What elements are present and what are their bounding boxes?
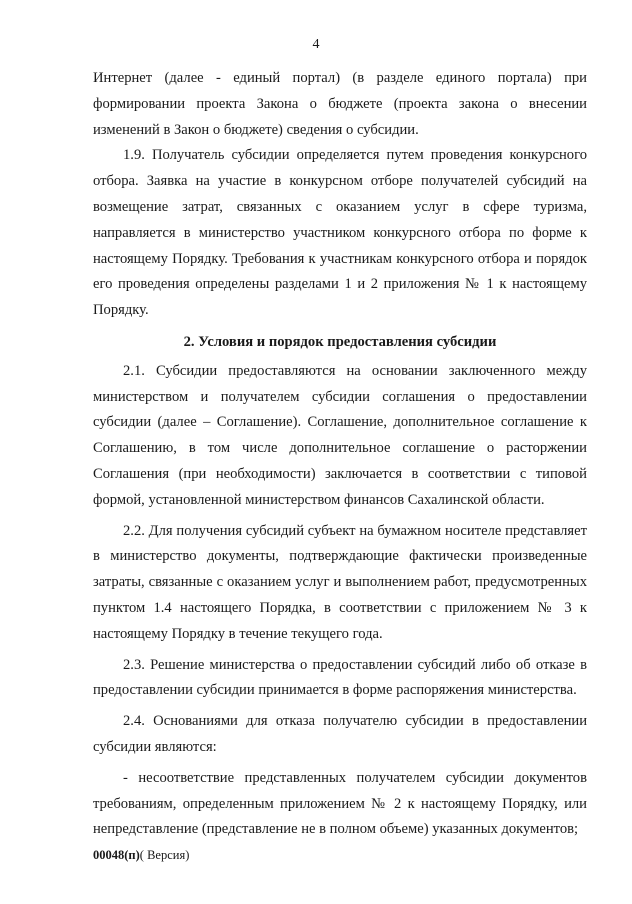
paragraph-2-1: 2.1. Субсидии предоставляются на основании заключенного между министерством и получателем субсидии соглашения о предоставлении субсидии (далее – Соглашение). Соглашение, дополнительное соглашение к Соглашению, в том числе дополнительное соглашение о расторжении Соглашения (при необходимости) заключается в соответствии с типовой формой, установленной министерством финансов Сахалинской области. <box>93 362 587 508</box>
paragraph-2-4: 2.4. Основаниями для отказа получателю субсидии в предоставлении субсидии являются: <box>93 713 587 755</box>
document-body <box>93 66 587 843</box>
footer <box>93 848 189 863</box>
section-heading: 2. Условия и порядок предоставления субсидии <box>183 333 497 350</box>
paragraph-2-4-item: - несоответствие представленных получателем субсидии документов требованиям, определенным приложением № 2 к настоящему Порядку, или непредставление (представление не в полном объеме) указанных документов; <box>93 769 587 838</box>
paragraph-continuation: Интернет (далее - единый портал) (в разделе единого портала) при формировании проекта Закона о бюджете (проекта закона о внесении изменений в Закон о бюджете) сведения о субсидии. <box>93 70 587 138</box>
paragraph-1-9: 1.9. Получатель субсидии определяется путем проведения конкурсного отбора. Заявка на участие в конкурсном отборе получателей субсидий на возмещение затрат, связанных с оказанием услуг в сфере туризма, направляется в министерство участником конкурсного отбора по форме к настоящему Порядку. Требования к участникам конкурсного отбора и порядок его проведения определены разделами 1 и 2 приложения № 1 к настоящему Порядку. <box>93 147 587 319</box>
document-code: 00048(п) <box>93 848 140 862</box>
page-number: 4 <box>312 37 320 52</box>
document-version: ( Версия) <box>139 848 190 862</box>
paragraph-2-2: 2.2. Для получения субсидий субъект на бумажном носителе представляет в министерство документы, подтверждающие фактически произведенные затраты, связанные с оказанием услуг и выполнением работ, предусмотренных пунктом 1.4 настоящего Порядка, в соответствии с приложением № 3 к настоящему Порядку в течение текущего года. <box>93 522 587 642</box>
paragraph-2-3: 2.3. Решение министерства о предоставлении субсидий либо об отказе в предоставлении субсидии принимается в форме распоряжения министерства. <box>93 656 587 699</box>
